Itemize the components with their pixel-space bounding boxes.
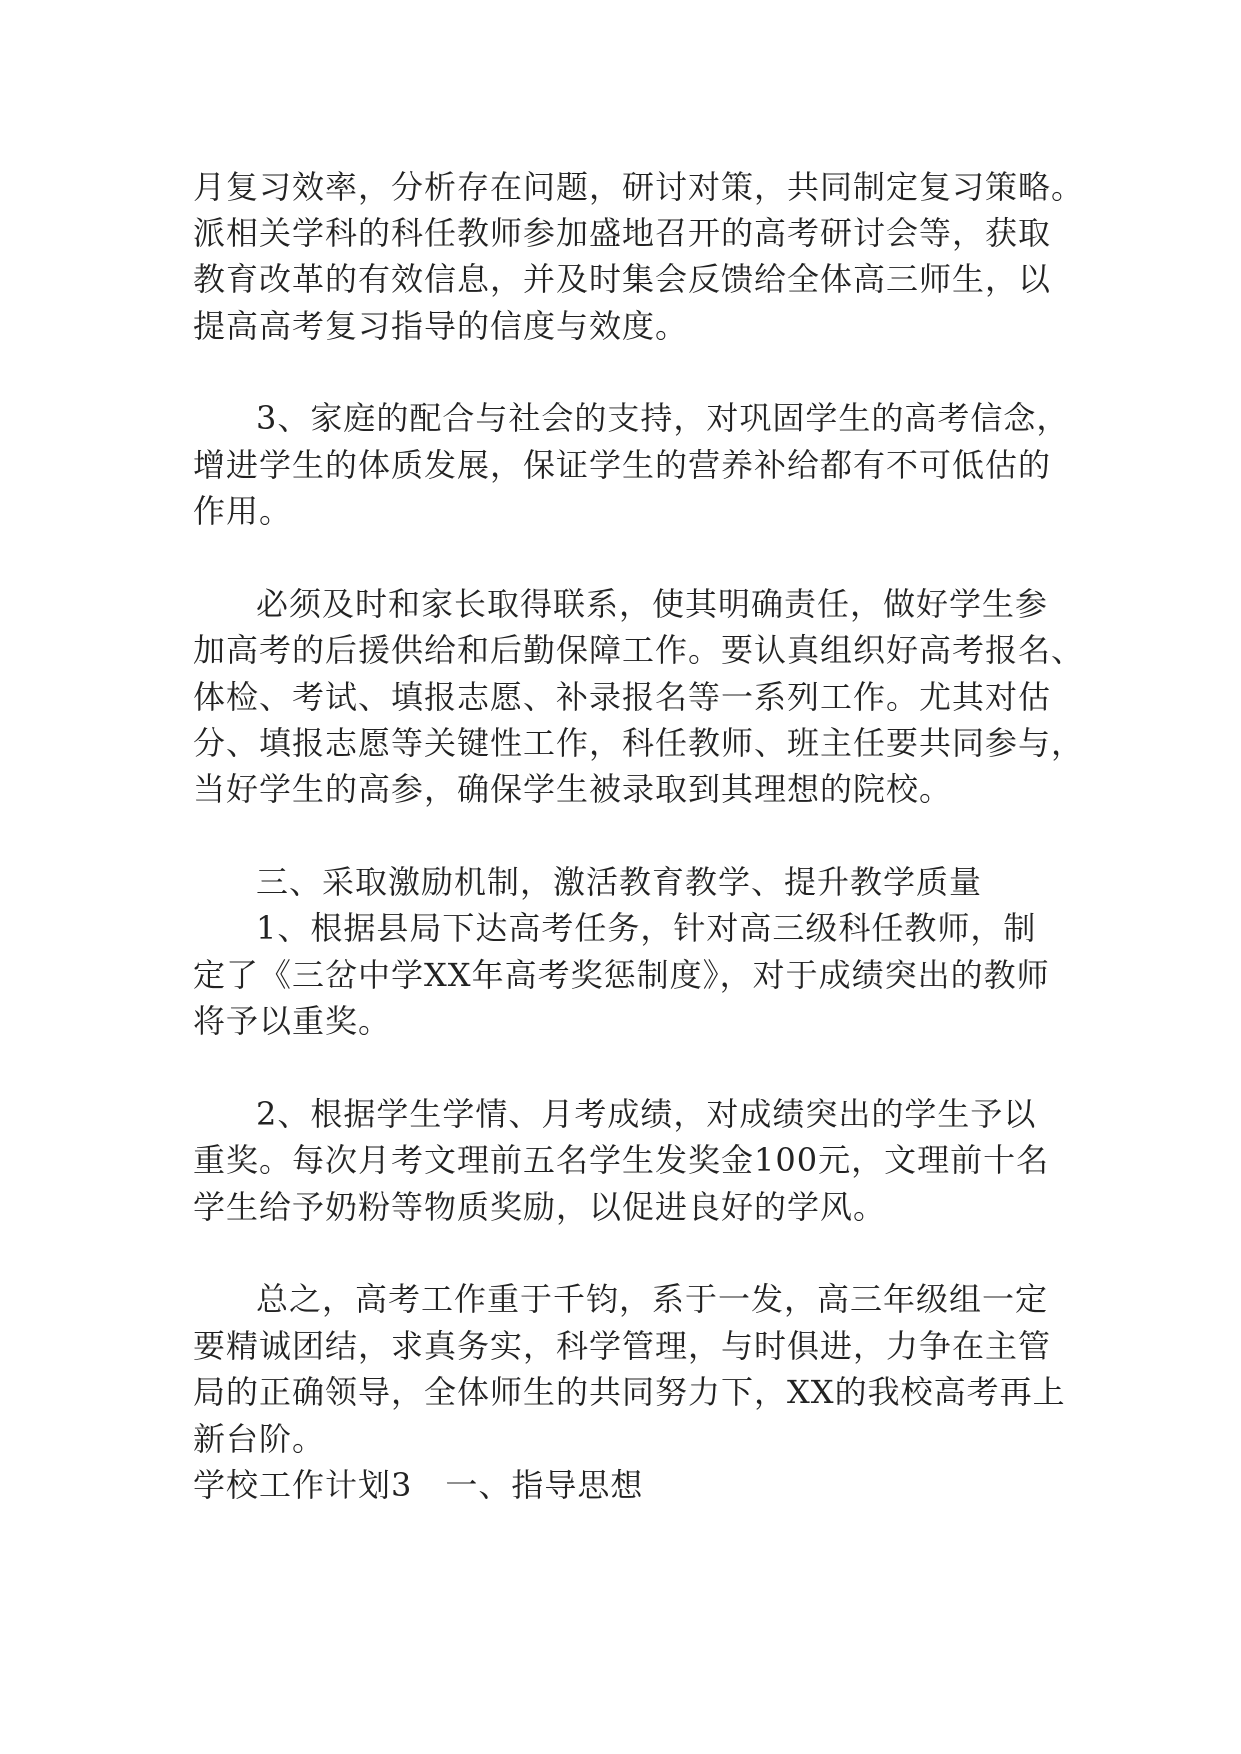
text-line: 派相关学科的科任教师参加盛地召开的高考研讨会等，获取: [193, 214, 1052, 252]
text-line: 要精诚团结，求真务实，科学管理，与时俱进，力争在主管: [193, 1327, 1052, 1365]
text-line: 分、填报志愿等关键性工作，科任教师、班主任要共同参与，: [193, 724, 1085, 762]
text-line: 加高考的后援供给和后勤保障工作。要认真组织好高考报名、: [193, 631, 1085, 669]
text-line: 作用。: [193, 492, 293, 530]
text-line: 总之，高考工作重于千钧，系于一发，高三年级组一定: [256, 1280, 1049, 1318]
text-line: 提高高考复习指导的信度与效度。: [193, 307, 689, 345]
text-line: 1、根据县局下达高考任务，针对高三级科任教师，制: [256, 909, 1037, 947]
section-heading: 三、采取激励机制，激活教育教学、提升教学质量: [256, 863, 983, 901]
text-line: 学生给予奶粉等物质奖励，以促进良好的学风。: [193, 1188, 887, 1226]
section-heading: 学校工作计划3 一、指导思想: [193, 1466, 644, 1504]
text-line: 3、家庭的配合与社会的支持，对巩固学生的高考信念，: [256, 399, 1070, 437]
text-line: 定了《三岔中学XX年高考奖惩制度》，对于成绩突出的教师: [193, 956, 1050, 994]
text-line: 新台阶。: [193, 1420, 326, 1458]
text-line: 2、根据学生学情、月考成绩，对成绩突出的学生予以: [256, 1095, 1037, 1133]
text-line: 体检、考试、填报志愿、补录报名等一系列工作。尤其对估: [193, 678, 1052, 716]
text-line: 重奖。每次月考文理前五名学生发奖金100元，文理前十名: [193, 1141, 1050, 1179]
text-line: 月复习效率，分析存在问题，研讨对策，共同制定复习策略。: [193, 168, 1085, 206]
text-line: 教育改革的有效信息，并及时集会反馈给全体高三师生，以: [193, 260, 1052, 298]
text-line: 将予以重奖。: [193, 1002, 392, 1040]
text-line: 局的正确领导，全体师生的共同努力下，XX的我校高考再上: [193, 1373, 1066, 1411]
text-line: 增进学生的体质发展，保证学生的营养补给都有不可低估的: [193, 446, 1052, 484]
text-line: 当好学生的高参，确保学生被录取到其理想的院校。: [193, 770, 953, 808]
text-line: 必须及时和家长取得联系，使其明确责任，做好学生参: [256, 585, 1049, 623]
